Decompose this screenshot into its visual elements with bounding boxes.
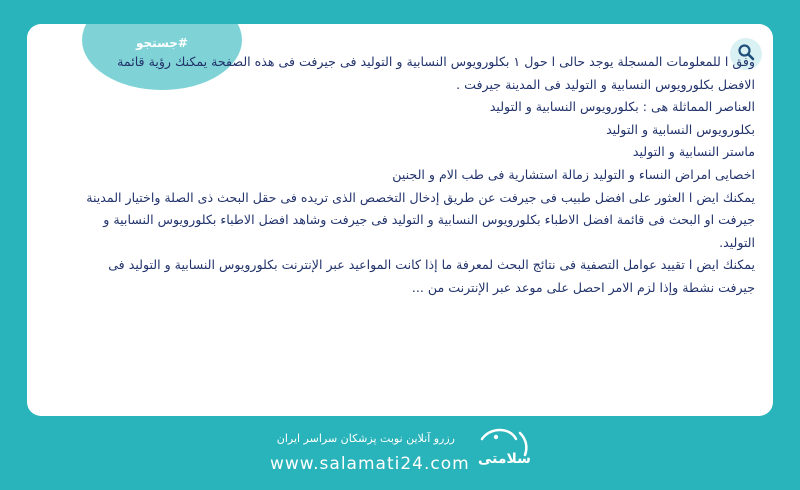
description-text bbox=[85, 51, 755, 300]
paragraph-similar: العناصر المماثلة هى : بكلورويوس النسابية و التوليد bbox=[489, 99, 755, 115]
paragraph-item: بكلورويوس النسابية و التوليد bbox=[606, 121, 755, 137]
search-tag[interactable]: #جستجو bbox=[136, 36, 188, 50]
site-url[interactable]: www.salamati24.com bbox=[270, 454, 470, 474]
salamati-logo-icon[interactable] bbox=[470, 425, 550, 480]
logo-text: سلامتی bbox=[478, 451, 531, 467]
paragraph-filters: يمكنك ايض ا تقييد عوامل التصفية فى نتائج البحث لمعرفة ما إذا كانت المواعيد عبر الإنترنت بكلورويوس النسابية و التوليد فى جيرفت نشطة وإذا لزم الامر احصل على موعد عبر الإنترنت من ... bbox=[108, 257, 755, 295]
paragraph-item: ماستر النسابية و التوليد bbox=[632, 144, 755, 160]
paragraph-intro: وفق ا للمعلومات المسجلة يوجد حالى ا حول ١ بكلورويوس النسابية و التوليد فى جيرفت فى هذه الصفحة يمكنك رؤية قائمة الافضل بكلورويوس النسابية و التوليد فى المدينة جيرفت . bbox=[117, 54, 755, 92]
content-card bbox=[27, 24, 773, 416]
footer-tagline: رزرو آنلاین نوبت پزشکان سراسر ایران bbox=[276, 432, 455, 445]
paragraph-find-doctor: يمكنك ايض ا العثور على افضل طبيب فى جيرفت عن طريق إدخال التخصص الذى تريده فى حقل البحث ذى الصلة واختيار المدينة جيرفت او البحث فى قائمة افضل الاطباء بكلورويوس النسابية و التوليد فى جيرفت وشاهد افضل الاطباء بكلورويوس النسابية و التوليد. bbox=[86, 189, 755, 250]
paragraph-item: اخصايى امراض النساء و التوليد زمالة استشارية فى طب الام و الجنين bbox=[392, 166, 755, 182]
